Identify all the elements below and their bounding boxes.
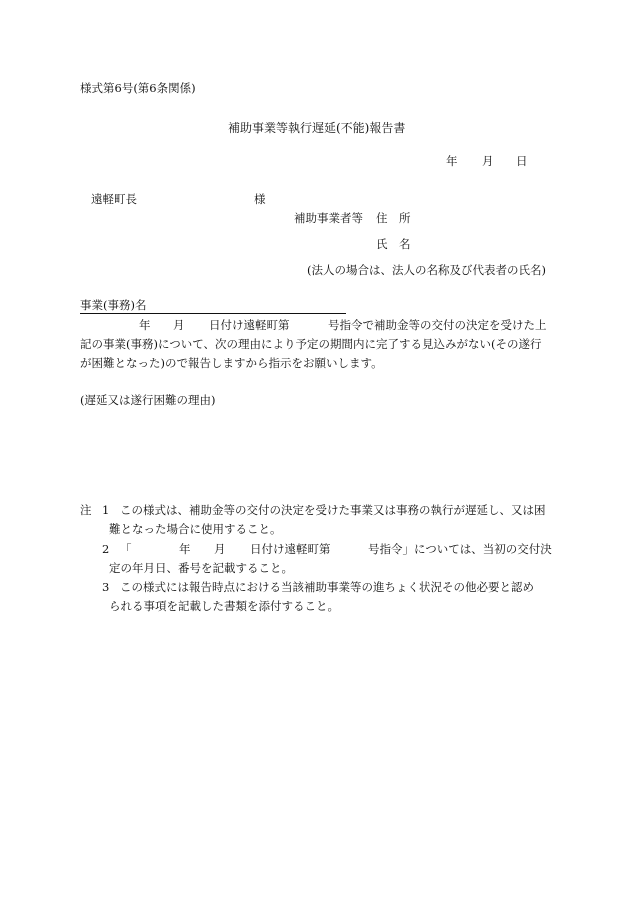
applicant-label: 補助事業者等 [294, 211, 363, 225]
body-date-prefix: 日付け遠軽町第 [209, 318, 290, 332]
project-name-underline [80, 313, 346, 314]
corporate-note: (法人の場合は、法人の名称及び代表者の氏名) [307, 263, 546, 277]
note-2-month: 月 [214, 542, 226, 556]
date-year: 年 [446, 154, 458, 168]
note-3-number: 3 [102, 580, 110, 594]
note-1-line2: 難となった場合に使用すること。 [109, 522, 282, 536]
applicant-address-label: 住 所 [376, 211, 411, 225]
reason-label: (遅延又は遂行困難の理由) [80, 393, 216, 407]
recipient-honorific: 様 [254, 192, 266, 206]
body-year: 年 [139, 318, 151, 332]
note-2-open-quote: 「 [120, 542, 132, 556]
recipient-name: 遠軽町長 [91, 192, 137, 206]
body-line3: が困難となった)ので報告しますから指示をお願いします。 [80, 356, 383, 370]
document-title: 補助事業等執行遅延(不能)報告書 [228, 121, 406, 135]
note-2-close: 号指令」については、当初の交付決 [368, 542, 552, 556]
body-line1-tail: 号指令で補助金等の交付の決定を受けた上 [328, 318, 547, 332]
note-1-line1: この様式は、補助金等の交付の決定を受けた事業又は事務の執行が遅延し、又は困 [120, 503, 546, 517]
body-line2: 記の事業(事務)について、次の理由により予定の期間内に完了する見込みがない(その遂行 [80, 337, 542, 351]
body-month: 月 [173, 318, 185, 332]
project-name-label: 事業(事務)名 [80, 298, 147, 312]
note-2-number: 2 [102, 542, 110, 556]
note-2-date-text: 日付け遠軽町第 [250, 542, 331, 556]
date-month: 月 [482, 154, 494, 168]
note-3-line1: この様式には報告時点における当該補助事業等の進ちょく状況その他必要と認め [120, 580, 534, 594]
note-3-line2: られる事項を記載した書類を添付すること。 [109, 599, 339, 613]
note-1-number: 1 [102, 503, 110, 517]
notes-marker: 注 [80, 503, 92, 517]
form-number: 様式第6号(第6条関係) [80, 81, 196, 95]
note-2-year: 年 [179, 542, 191, 556]
date-day: 日 [516, 154, 528, 168]
applicant-name-label: 氏 名 [376, 237, 411, 251]
note-2-line2: 定の年月日、番号を記載すること。 [109, 561, 293, 575]
